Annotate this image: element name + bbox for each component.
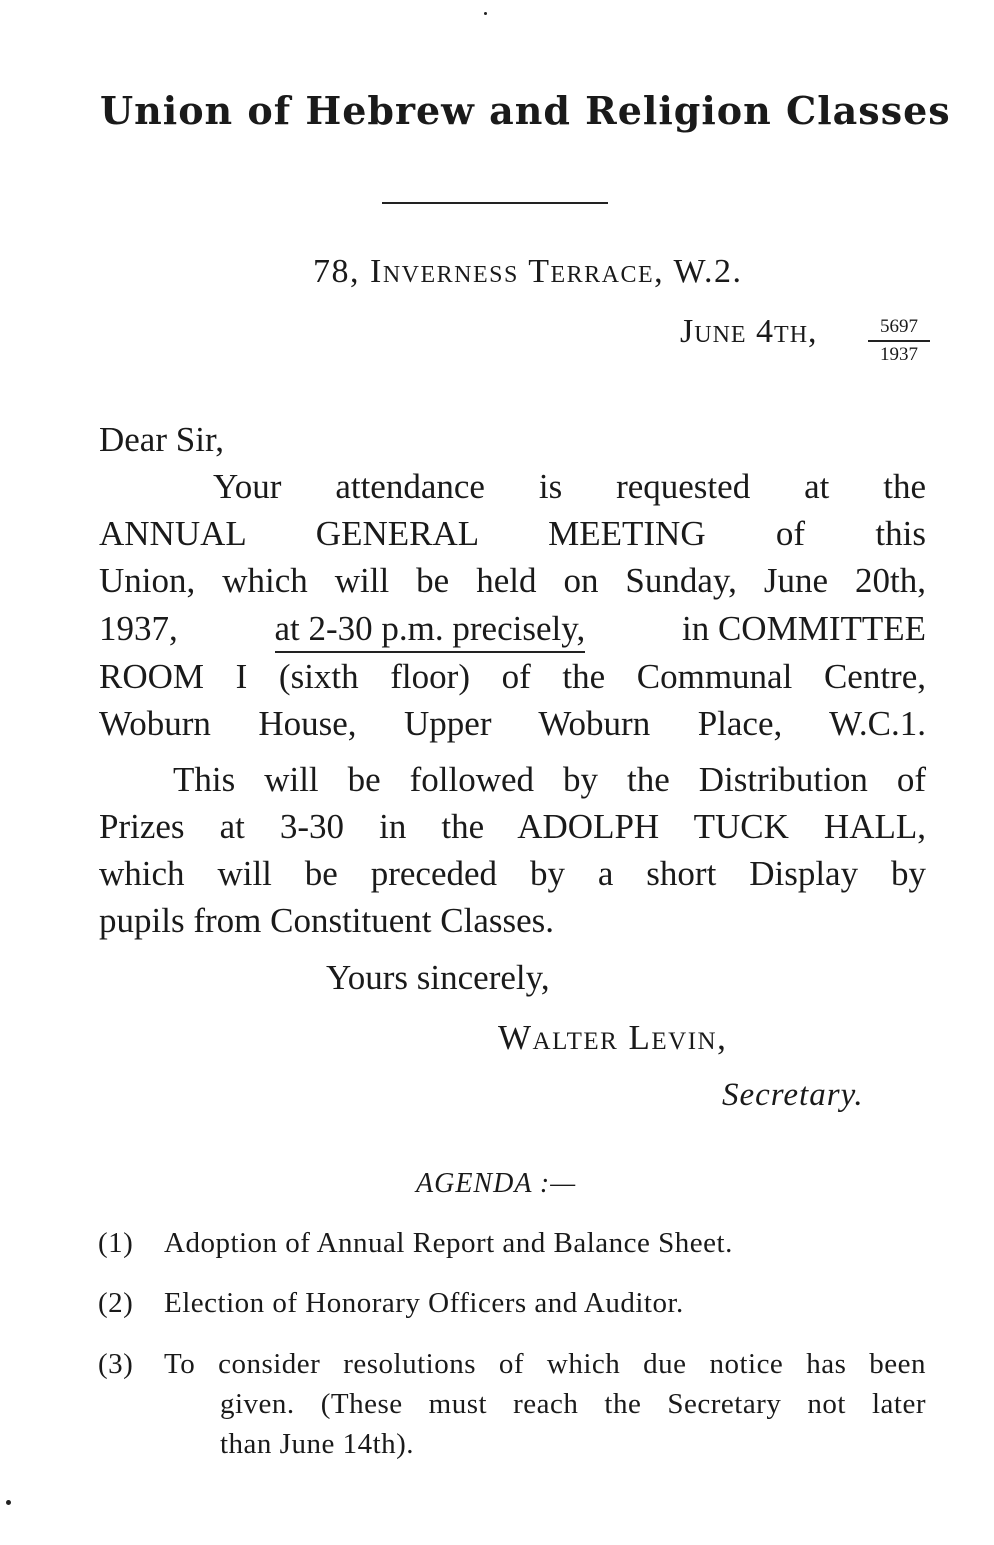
signatory-name: Walter Levin, <box>498 1018 728 1057</box>
agenda-item-3-line1: To consider resolutions of which due notice has been <box>164 1348 926 1380</box>
agenda-item-3-line3: than June 14th). <box>220 1428 415 1460</box>
para1-line4-room: in COMMITTEE <box>681 609 926 648</box>
para1-line6: Woburn House, Upper Woburn Place, W.C.1. <box>99 704 926 743</box>
salutation: Dear Sir, <box>99 420 224 459</box>
para1-line4 <box>99 609 926 653</box>
agenda-item-3-number: (3) <box>98 1348 134 1380</box>
organisation-title: Union of Hebrew and Religion Classes <box>100 88 951 133</box>
hebrew-year: 5697 <box>868 316 930 342</box>
para1-line5: ROOM I (sixth floor) of the Communal Centre, <box>99 657 926 696</box>
para2-line4: pupils from Constituent Classes. <box>99 901 554 940</box>
para1-line4-year: 1937, <box>99 609 178 648</box>
agenda-item-2-number: (2) <box>98 1287 134 1319</box>
para1-line1: Your attendance is requested at the <box>213 467 926 506</box>
sender-address: 78, Inverness Terrace, W.2. <box>313 253 743 290</box>
date-year-fraction <box>868 316 930 366</box>
print-speck <box>6 1500 11 1505</box>
gregorian-year: 1937 <box>880 344 918 365</box>
closing: Yours sincerely, <box>326 958 550 997</box>
agenda-heading: AGENDA :— <box>416 1168 577 1199</box>
para2-line3: which will be preceded by a short Display by <box>99 854 926 893</box>
agenda-item-2-text: Election of Honorary Officers and Auditor. <box>164 1287 684 1319</box>
agenda-item-1-text: Adoption of Annual Report and Balance Sheet. <box>164 1227 733 1259</box>
signatory-role: Secretary. <box>722 1077 864 1113</box>
meeting-time-underlined: at 2-30 p.m. precisely, <box>275 609 586 653</box>
agenda-item-1-number: (1) <box>98 1227 134 1259</box>
title-divider <box>382 202 608 204</box>
letter-date: June 4th, <box>680 313 818 350</box>
para2-line1: This will be followed by the Distribution of <box>173 760 926 799</box>
para1-line2: ANNUAL GENERAL MEETING of this <box>99 514 926 553</box>
para2-line2: Prizes at 3-30 in the ADOLPH TUCK HALL, <box>99 807 926 846</box>
agenda-item-3-line2: given. (These must reach the Secretary not later <box>220 1388 926 1420</box>
para1-line3: Union, which will be held on Sunday, June 20th, <box>99 561 926 600</box>
print-speck <box>484 12 487 15</box>
